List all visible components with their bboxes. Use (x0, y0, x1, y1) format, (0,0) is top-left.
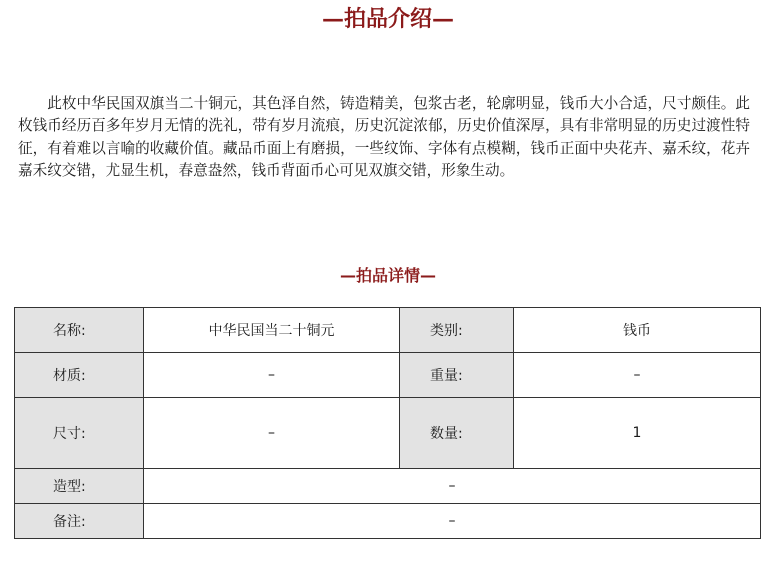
table-row (15, 504, 761, 539)
category-value: 钱币 (514, 308, 761, 353)
name-label: 名称: (15, 308, 144, 353)
shape-value: – (144, 469, 761, 504)
weight-value: – (514, 353, 761, 398)
table-row (15, 308, 761, 353)
category-label: 类别: (400, 308, 514, 353)
details-table (14, 307, 761, 539)
intro-description: 此枚中华民国双旗当二十铜元，其色泽自然，铸造精美，包浆古老，轮廓明显，钱币大小合适，尺寸颇佳。此枚钱币经历百多年岁月无情的洗礼，带有岁月流痕，历史沉淀浓郁，历史价值深厚，具有非常明显的历史过渡性特征，有着难以言喻的收藏价值。藏品币面上有磨损，一些纹饰、字体有点模糊，钱币正面中央花卉、嘉禾纹，花卉嘉禾纹交错，尤显生机，春意盎然，钱币背面币心可见双旗交错，形象生动。 (18, 95, 750, 180)
intro-section-title: —拍品介绍— (321, 6, 454, 32)
size-value: – (144, 398, 400, 469)
table-row (15, 469, 761, 504)
material-label: 材质: (15, 353, 144, 398)
size-label: 尺寸: (15, 398, 144, 469)
weight-label: 重量: (400, 353, 514, 398)
quantity-label: 数量: (400, 398, 514, 469)
remarks-label: 备注: (15, 504, 144, 539)
table-row (15, 353, 761, 398)
details-section-title: —拍品详情— (339, 266, 436, 285)
remarks-value: – (144, 504, 761, 539)
quantity-value: 1 (514, 398, 761, 469)
material-value: – (144, 353, 400, 398)
shape-label: 造型: (15, 469, 144, 504)
table-row (15, 398, 761, 469)
name-value: 中华民国当二十铜元 (144, 308, 400, 353)
